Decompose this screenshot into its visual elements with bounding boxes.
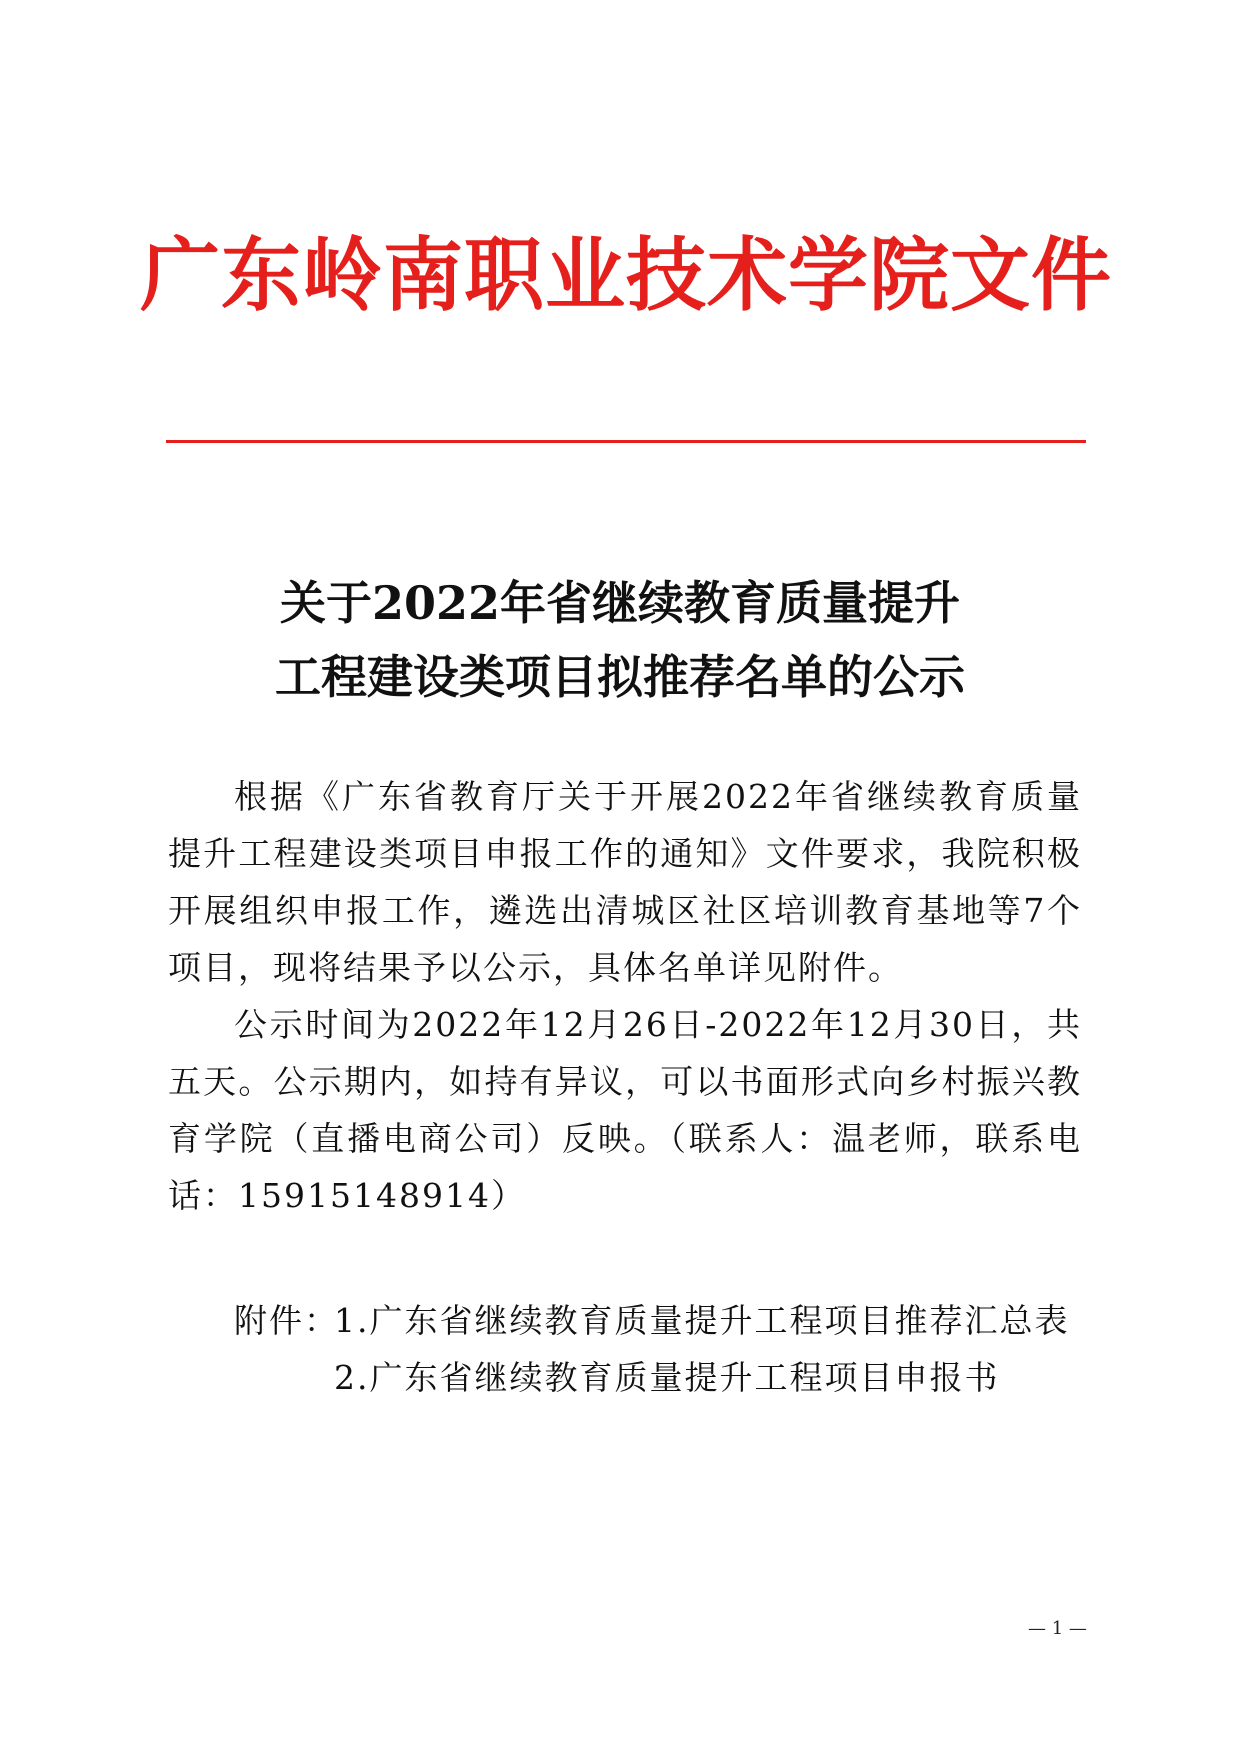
red-divider-line bbox=[166, 440, 1086, 443]
page-number: — 1 — bbox=[1028, 1618, 1087, 1639]
body-paragraph-1: 根据《广东省教育厅关于开展2022年省继续教育质量提升工程建设类项目申报工作的通知》文件要求，我院积极开展组织申报工作，遴选出清城区社区培训教育基地等7个项目，现将结果予以公示，具体名单详见附件。 bbox=[168, 777, 1082, 987]
body-paragraph-2: 公示时间为2022年12月26日-2022年12月30日，共五天。公示期内，如持有异议，可以书面形式向乡村振兴教育学院（直播电商公司）反映。（联系人：温老师，联系电话：15915148914） bbox=[168, 1005, 1082, 1215]
document-body bbox=[168, 768, 1082, 1224]
attachment-row-2 bbox=[234, 1349, 1070, 1406]
attachment-row-1 bbox=[234, 1292, 1070, 1349]
document-title-line-1: 关于2022年省继续教育质量提升 bbox=[279, 576, 961, 630]
attachments-section bbox=[234, 1292, 1070, 1406]
document-title bbox=[140, 566, 1100, 714]
attachment-item-2: 2.广东省继续教育质量提升工程项目申报书 bbox=[334, 1358, 1000, 1397]
attachments-label: 附件： bbox=[234, 1301, 339, 1340]
document-title-line-2: 工程建设类项目拟推荐名单的公示 bbox=[275, 650, 965, 704]
document-header-title: 广东岭南职业技术学院文件 bbox=[140, 228, 1112, 322]
attachment-item-1: 1.广东省继续教育质量提升工程项目推荐汇总表 bbox=[334, 1301, 1070, 1340]
